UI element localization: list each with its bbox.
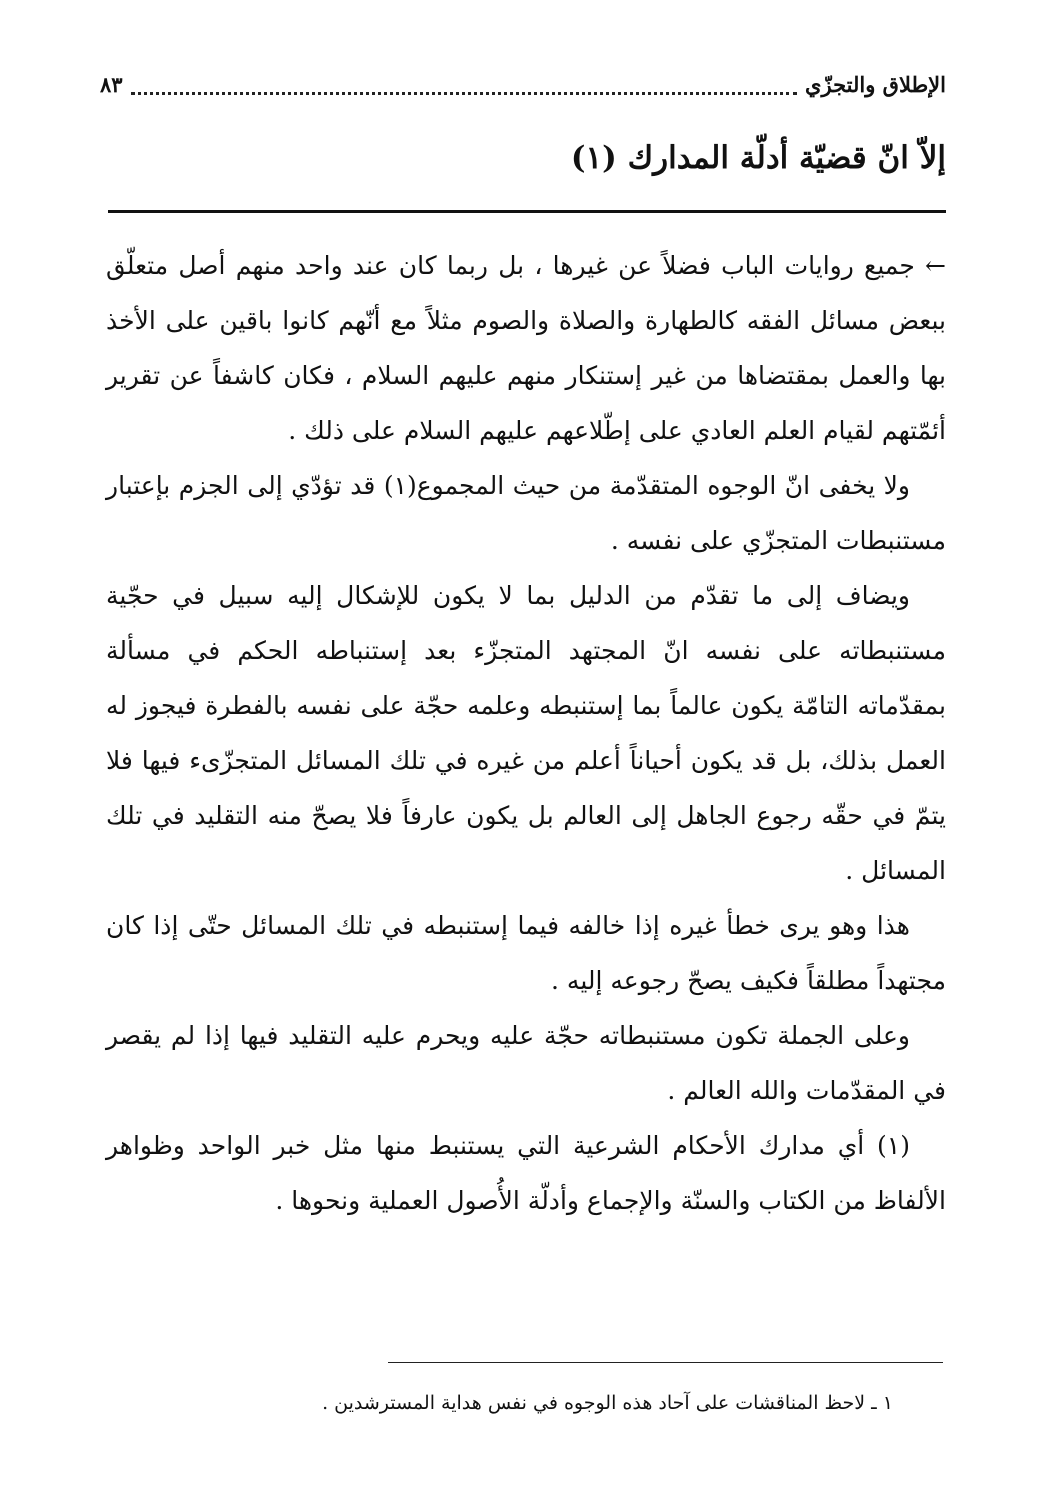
- leader-dots: [131, 74, 797, 95]
- section-heading: إلاّ انّ قضيّة أدلّة المدارك (١): [570, 140, 946, 176]
- inline-note-paragraph: (١) أي مدارك الأحكام الشرعية التي يستنبط منها مثل خبر الواحد وظواهر الألفاظ من الكتاب والسنّة والإجماع وأدلّة الأُصول العملية ونحوها .: [106, 1131, 946, 1215]
- body-text: [106, 238, 946, 1228]
- running-header: [100, 64, 946, 104]
- paragraph: هذا وهو يرى خطأ غيره إذا خالفه فيما إستنبطه في تلك المسائل حتّى إذا كان مجتهداً مطلقاً فكيف يصحّ رجوعه إليه .: [106, 911, 946, 995]
- chapter-title: الإطلاق والتجزّي: [805, 71, 946, 97]
- page-number: ٨٣: [100, 71, 123, 97]
- paragraph: ولا يخفى انّ الوجوه المتقدّمة من حيث المجموع(١) قد تؤدّي إلى الجزم بإعتبار مستنبطات المتجزّي على نفسه .: [106, 471, 946, 555]
- paragraph: ويضاف إلى ما تقدّم من الدليل بما لا يكون للإشكال إليه سبيل في حجّية مستنبطاته على نفسه انّ المجتهد المتجزّء بعد إستنباطه الحكم في مسألة بمقدّماته التامّة يكون عالماً بما إستنبطه وعلمه حجّة على نفسه بالفطرة فيجوز له العمل بذلك، بل قد يكون أحياناً أعلم من غيره في تلك المسائل المتجزّىء فيها فلا يتمّ في حقّه رجوع الجاهل إلى العالم بل يكون عارفاً فلا يصحّ منه التقليد في تلك المسائل .: [106, 581, 946, 885]
- paragraph: وعلى الجملة تكون مستنبطاته حجّة عليه ويحرم عليه التقليد فيها إذا لم يقصر في المقدّمات والله العالم .: [106, 1021, 946, 1105]
- footnote-divider: [388, 1362, 943, 1363]
- footnote: ١ ـ لاحظ المناقشات على آحاد هذه الوجوه في نفس هداية المسترشدين .: [322, 1392, 893, 1414]
- heading-divider: [108, 210, 946, 213]
- paragraph-continuation: ← جميع روايات الباب فضلاً عن غيرها ، بل ربما كان عند واحد منهم أصل متعلّق ببعض مسائل الفقه كالطهارة والصلاة والصوم مثلاً مع أنّهم كانوا باقين على الأخذ بها والعمل بمقتضاها من غير إستنكار منهم عليهم السلام ، فكان كاشفاً عن تقرير أئمّتهم لقيام العلم العادي على إطّلاعهم عليهم السلام على ذلك .: [106, 251, 946, 445]
